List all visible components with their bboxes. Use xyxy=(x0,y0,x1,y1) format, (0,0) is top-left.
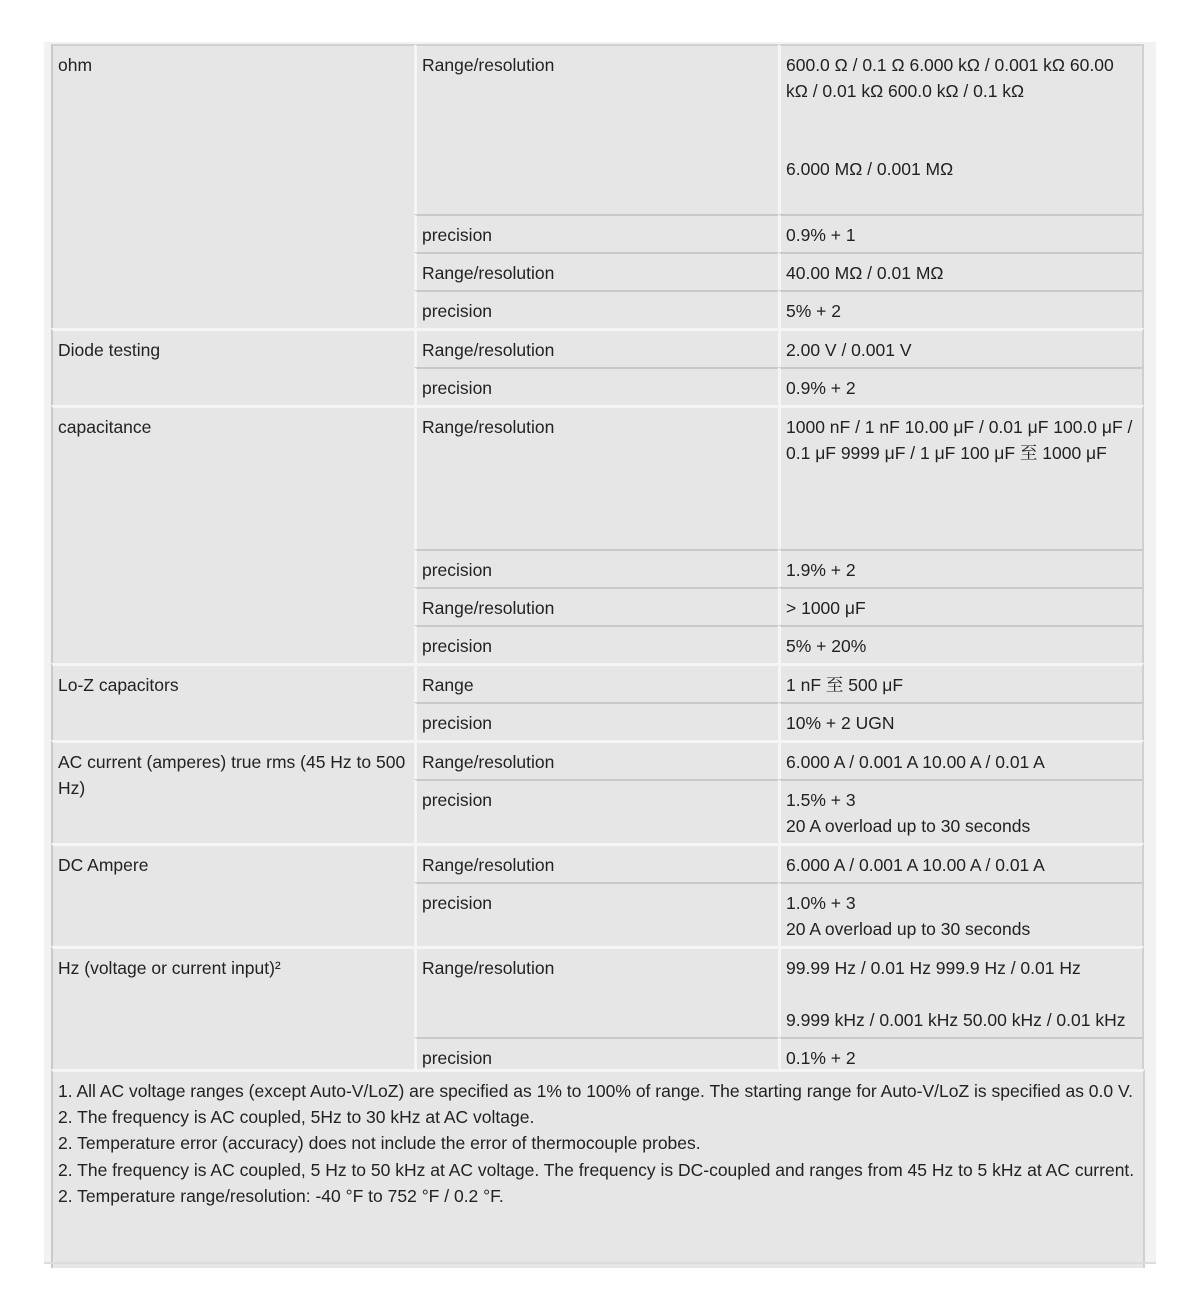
parameter-cell: precision xyxy=(414,1037,778,1075)
value-cell xyxy=(778,740,1144,779)
footnotes xyxy=(51,1069,1145,1268)
value-line: 20 A overload up to 30 seconds xyxy=(786,816,1031,836)
value-line: 9.999 kHz / 0.001 kHz 50.00 kHz / 0.01 kHz xyxy=(786,1010,1126,1030)
parameter-cell: Range/resolution xyxy=(414,328,778,367)
value-cell xyxy=(778,44,1144,214)
value-line: 0.9% + 2 xyxy=(786,378,856,398)
table-row xyxy=(51,328,1144,367)
footnote: 2. Temperature range/resolution: -40 °F to 752 °F / 0.2 °F. xyxy=(58,1185,504,1206)
parameter-cell: precision xyxy=(414,290,778,328)
footnote: 2. The frequency is AC coupled, 5Hz to 30 kHz at AC voltage. xyxy=(58,1107,535,1128)
value-line: 1000 nF / 1 nF 10.00 μF / 0.01 μF 100.0 μF / 0.1 μF 9999 μF / 1 μF 100 μF 至 1000 μF xyxy=(786,417,1133,463)
category-cell: ohm xyxy=(51,44,414,328)
footnote: 1. All AC voltage ranges (except Auto-V/LoZ) are specified as 1% to 100% of range. The starting range for Auto-V/LoZ is specified as 0.0 V. xyxy=(58,1081,1133,1101)
table-row xyxy=(51,843,1144,882)
parameter-cell: Range/resolution xyxy=(414,405,778,549)
value-line: 5% + 20% xyxy=(786,636,867,656)
value-cell xyxy=(778,882,1144,946)
table-row xyxy=(51,44,1144,214)
value-cell xyxy=(778,587,1144,625)
value-cell xyxy=(778,252,1144,290)
divider xyxy=(44,1262,1156,1264)
table-row xyxy=(51,740,1144,779)
footnote: 2. Temperature error (accuracy) does not include the error of thermocouple probes. xyxy=(58,1133,701,1154)
value-cell xyxy=(778,290,1144,328)
value-line: 1.5% + 3 xyxy=(786,790,856,810)
value-line: 1.9% + 2 xyxy=(786,560,856,580)
value-line: 1 nF 至 500 μF xyxy=(786,675,904,695)
category-cell: Lo-Z capacitors xyxy=(51,663,414,740)
parameter-cell: Range/resolution xyxy=(414,843,778,882)
spec-table xyxy=(51,44,1144,1075)
value-cell xyxy=(778,663,1144,702)
value-cell xyxy=(778,625,1144,663)
value-line: > 1000 μF xyxy=(786,598,866,618)
parameter-cell: Range/resolution xyxy=(414,44,778,214)
value-cell xyxy=(778,843,1144,882)
value-line: 6.000 MΩ / 0.001 MΩ xyxy=(786,159,954,179)
value-line: 6.000 A / 0.001 A 10.00 A / 0.01 A xyxy=(786,752,1045,772)
table-row xyxy=(51,663,1144,702)
value-cell xyxy=(778,214,1144,252)
table-row xyxy=(51,405,1144,549)
parameter-cell: precision xyxy=(414,214,778,252)
category-cell: Hz (voltage or current input)² xyxy=(51,946,414,1075)
parameter-cell: Range/resolution xyxy=(414,740,778,779)
value-cell xyxy=(778,702,1144,740)
parameter-cell: Range xyxy=(414,663,778,702)
parameter-cell: precision xyxy=(414,882,778,946)
value-line: 0.9% + 1 xyxy=(786,225,856,245)
value-cell xyxy=(778,946,1144,1037)
category-cell: capacitance xyxy=(51,405,414,663)
value-cell xyxy=(778,549,1144,587)
parameter-cell: precision xyxy=(414,625,778,663)
value-line: 2.00 V / 0.001 V xyxy=(786,340,912,360)
value-line: 40.00 MΩ / 0.01 MΩ xyxy=(786,263,944,283)
value-line: 5% + 2 xyxy=(786,301,841,321)
category-cell: AC current (amperes) true rms (45 Hz to 500 Hz) xyxy=(51,740,414,843)
value-cell xyxy=(778,779,1144,843)
category-cell: DC Ampere xyxy=(51,843,414,946)
parameter-cell: precision xyxy=(414,367,778,405)
parameter-cell: Range/resolution xyxy=(414,587,778,625)
category-cell: Diode testing xyxy=(51,328,414,405)
parameter-cell: precision xyxy=(414,702,778,740)
value-cell xyxy=(778,405,1144,549)
table-row xyxy=(51,946,1144,1037)
value-line: 10% + 2 UGN xyxy=(786,713,895,733)
value-line: 0.1% + 2 xyxy=(786,1048,856,1068)
value-line: 600.0 Ω / 0.1 Ω 6.000 kΩ / 0.001 kΩ 60.00 kΩ / 0.01 kΩ 600.0 kΩ / 0.1 kΩ xyxy=(786,55,1114,101)
footnote: 2. The frequency is AC coupled, 5 Hz to 50 kHz at AC voltage. The frequency is DC-coupled and ranges from 45 Hz to 5 kHz at AC current. xyxy=(58,1159,1135,1180)
value-line: 99.99 Hz / 0.01 Hz 999.9 Hz / 0.01 Hz xyxy=(786,958,1081,978)
parameter-cell: precision xyxy=(414,779,778,843)
value-line: 1.0% + 3 xyxy=(786,893,856,913)
parameter-cell: precision xyxy=(414,549,778,587)
parameter-cell: Range/resolution xyxy=(414,252,778,290)
value-cell xyxy=(778,328,1144,367)
value-line: 6.000 A / 0.001 A 10.00 A / 0.01 A xyxy=(786,855,1045,875)
parameter-cell: Range/resolution xyxy=(414,946,778,1037)
value-cell xyxy=(778,367,1144,405)
value-line: 20 A overload up to 30 seconds xyxy=(786,919,1031,939)
